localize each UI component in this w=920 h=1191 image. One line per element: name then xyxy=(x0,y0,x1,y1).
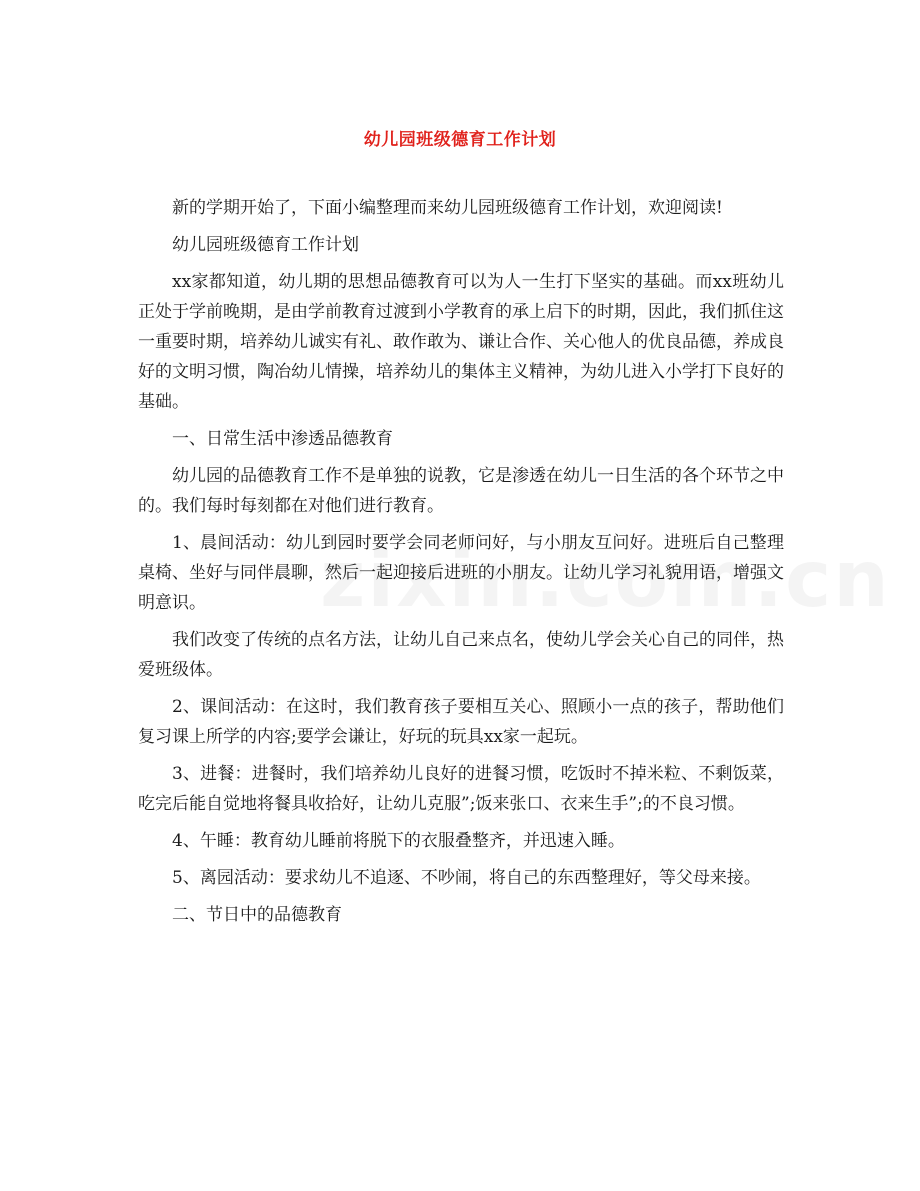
paragraph: 我们改变了传统的点名方法，让幼儿自己来点名，使幼儿学会关心自己的同伴，热爱班级体。 xyxy=(138,630,784,680)
paragraph: 幼儿园的品德教育工作不是单独的说教，它是渗透在幼儿一日生活的各个环节之中的。我们每时每刻都在对他们进行教育。 xyxy=(138,466,784,516)
paragraph: 5、离园活动：要求幼儿不追逐、不吵闹，将自己的东西整理好，等父母来接。 xyxy=(172,868,761,888)
paragraph: 2、课间活动：在这时，我们教育孩子要相互关心、照顾小一点的孩子，帮助他们复习课上所学的内容;要学会谦让，好玩的玩具xx家一起玩。 xyxy=(138,697,784,747)
section-heading-2: 二、节日中的品德教育 xyxy=(172,905,342,925)
paragraph-overview: xx家都知道，幼儿期的思想品德教育可以为人一生打下坚实的基础。而xx班幼儿正处于学前晚期，是由学前教育过渡到小学教育的承上启下的时期，因此，我们抓住这一重要时期，培养幼儿诚实有礼、敢作敢为、谦让合作、关心他人的优良品德，养成良好的文明习惯，陶冶幼儿情操，培养幼儿的集体主义精神，为幼儿进入小学打下良好的基础。 xyxy=(138,272,784,412)
paragraph-intro: 新的学期开始了，下面小编整理而来幼儿园班级德育工作计划，欢迎阅读! xyxy=(172,198,723,218)
paragraph: 1、晨间活动：幼儿到园时要学会同老师问好，与小朋友互问好。进班后自己整理桌椅、坐好与同伴晨聊，然后一起迎接后进班的小朋友。让幼儿学习礼貌用语，增强文明意识。 xyxy=(138,533,784,613)
paragraph-subtitle: 幼儿园班级德育工作计划 xyxy=(172,235,359,255)
paragraph: 3、进餐：进餐时，我们培养幼儿良好的进餐习惯，吃饭时不掉米粒、不剩饭菜，吃完后能自觉地将餐具收拾好，让幼儿克服”;饭来张口、衣来生手”;的不良习惯。 xyxy=(138,764,784,814)
paragraph: 4、午睡：教育幼儿睡前将脱下的衣服叠整齐，并迅速入睡。 xyxy=(172,831,625,851)
document-body xyxy=(138,193,784,937)
section-heading-1: 一、日常生活中渗透品德教育 xyxy=(172,429,393,449)
document-title: 幼儿园班级德育工作计划 xyxy=(363,130,557,150)
